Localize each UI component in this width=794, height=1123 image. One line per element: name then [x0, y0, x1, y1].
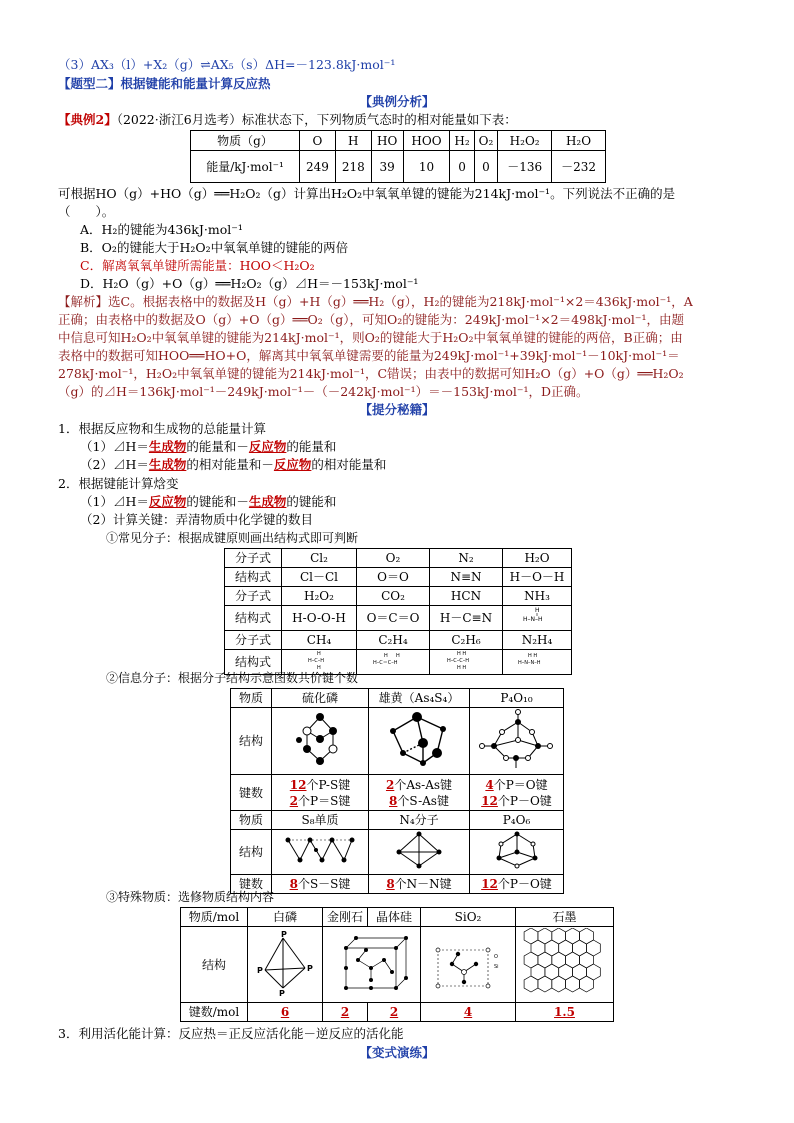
energy-value: 0 [450, 151, 474, 183]
bonds-cell [272, 775, 369, 811]
bond-count: 8 [386, 877, 395, 891]
row-label: 键数 [231, 875, 272, 894]
bond-count: 2 [340, 1005, 350, 1019]
substance-name: 雄黄（As₄S₄） [369, 689, 470, 708]
equation-line: （3）AX₃（l）+X₂（g）⇌AX₅（s）ΔH=－123.8kJ·mol⁻¹ [58, 57, 396, 72]
analysis-line: 中信息可知H₂O₂中氧氧单键的键能为214kJ·mol⁻¹，则O₂的键能大于H₂O₂中氧氧单键的键能的两倍，B正确；由 [58, 330, 683, 345]
energy-species: O [300, 131, 336, 151]
cell: H－C≡N [430, 606, 503, 631]
svg-text:H–N–H: H–N–H [523, 616, 543, 623]
substance-name: 硫化磷 [272, 689, 369, 708]
tip-text: 的能量和 [286, 439, 337, 454]
option-c: C．解离氧氧单键所需能量：HOO＜H₂O₂ [80, 258, 315, 273]
svg-text:H: H [535, 607, 540, 614]
diamond-silicon-structure [323, 927, 421, 1003]
tip-text: （1）⊿H＝ [80, 494, 149, 509]
energy-species: H [335, 131, 371, 151]
blank-answer: 反应物 [273, 457, 312, 472]
white-phosphorus-icon [255, 930, 315, 996]
question-paren: （ ）。 [58, 204, 115, 219]
p4s3-structure-icon [285, 709, 355, 769]
substance-name: P₄O₆ [470, 811, 564, 830]
svg-text:H–N–N–H: H–N–N–H [518, 660, 541, 666]
nh3-structure [503, 606, 572, 631]
energy-table [190, 130, 606, 183]
graphite-hexagon [586, 964, 600, 980]
common-title: ①常见分子：根据成键原则画出结构式即可判断 [106, 531, 359, 545]
as4s4-structure-icon [379, 709, 459, 769]
special-table [180, 907, 614, 1022]
substance-name: 晶体硅 [368, 908, 421, 927]
analysis-line: 正确；由表格中的数据及O（g）+O（g）══O₂（g），可知O₂的键能为：249kJ·mol⁻¹×2＝498kJ·mol⁻¹，由题 [58, 312, 685, 327]
cell: Cl₂ [282, 549, 357, 568]
info-title: ②信息分子：根据分子结构示意图数共价键个数 [106, 671, 359, 685]
tip-text: 的相对能量和－ [186, 457, 274, 472]
bond-text: 个S－S键 [297, 877, 351, 891]
energy-species: H₂O [552, 131, 606, 151]
bonds-cell [421, 1003, 516, 1022]
svg-text:H H: H H [457, 665, 467, 670]
energy-value: 218 [335, 151, 371, 183]
row-label: 物质 [231, 689, 272, 708]
energy-table-header: 物质（g） [191, 131, 300, 151]
tip-text: （2）⊿H＝ [80, 457, 149, 472]
cell: C₂H₆ [430, 631, 503, 650]
row-label: 结构式 [225, 606, 282, 631]
substance-name: 白磷 [248, 908, 323, 927]
tip3: 3．利用活化能计算：反应热＝正反应活化能－逆反应的活化能 [58, 1026, 404, 1041]
cell: N₂ [430, 549, 503, 568]
bond-count: 1.5 [554, 1005, 575, 1019]
bonds-cell [369, 775, 470, 811]
p4o10-structure-icon [472, 708, 562, 770]
svg-text:H: H [384, 653, 388, 659]
svg-text:O: O [494, 953, 498, 960]
row-label: 结构式 [225, 650, 282, 675]
cell: HCN [430, 587, 503, 606]
energy-value: 0 [474, 151, 497, 183]
bonds-cell [248, 1003, 323, 1022]
analysis-line: （g）的⊿H＝136kJ·mol⁻¹－249kJ·mol⁻¹－（－242kJ·mol⁻¹）＝－153kJ·mol⁻¹，D正确。 [58, 384, 589, 399]
bond-text: 个P－O键 [497, 793, 552, 808]
row-label: 分子式 [225, 631, 282, 650]
energy-species: HOO [403, 131, 450, 151]
bond-count: 8 [289, 877, 298, 891]
bond-text: 个S-As键 [397, 793, 449, 808]
row-label: 物质 [231, 811, 272, 830]
svg-text:H: H [317, 665, 321, 670]
cell: O＝C＝O [357, 606, 430, 631]
tip2-a [58, 493, 760, 511]
analysis-header: 【典例分析】 [359, 94, 435, 109]
svg-text:H H: H H [528, 653, 538, 659]
row-label: 键数 [231, 775, 272, 811]
energy-value: 249 [300, 151, 336, 183]
svg-text:P: P [307, 963, 313, 973]
n4-structure [369, 830, 470, 875]
cell: CO₂ [357, 587, 430, 606]
blank-answer: 生成物 [148, 439, 187, 454]
analysis-line: 表格中的数据可知HOO══HO+O，解离其中氧氧单键需要的能量为249kJ·mol⁻¹+39kJ·mol⁻¹－10kJ·mol⁻¹＝ [58, 348, 680, 363]
cell: C₂H₄ [357, 631, 430, 650]
row-label: 键数/mol [181, 1003, 248, 1022]
cell: CH₄ [282, 631, 357, 650]
tip1-b [58, 456, 760, 474]
s8-structure-icon [280, 832, 360, 868]
bonds-cell [470, 775, 564, 811]
bond-count: 8 [389, 793, 398, 808]
blank-answer: 生成物 [148, 457, 187, 472]
bond-count: 2 [289, 793, 299, 808]
molecule-table [224, 548, 572, 675]
blank-answer: 反应物 [248, 439, 287, 454]
bond-text: 个As-As键 [394, 777, 453, 792]
bond-count: 12 [289, 777, 307, 792]
question-text: 可根据HO（g）+HO（g）══H₂O₂（g）计算出H₂O₂中氧氧单键的键能为214kJ·mol⁻¹。下列说法不正确的是 [58, 186, 676, 201]
cell: H₂O₂ [282, 587, 357, 606]
tip2-b: （2）计算关键：弄清物质中化学键的数目 [80, 512, 313, 527]
energy-value: －232 [552, 151, 606, 183]
bonds-cell [323, 1003, 368, 1022]
special-title: ③特殊物质：选修物质结构内容 [106, 890, 275, 904]
substance-name: P₄O₁₀ [470, 689, 564, 708]
p4o6-structure-icon [487, 830, 547, 870]
substance-name: N₄分子 [369, 811, 470, 830]
option-d: D．H₂O（g）+O（g）══H₂O₂（g）⊿H＝－153kJ·mol⁻¹ [80, 276, 419, 291]
bond-count: 4 [485, 777, 494, 792]
bond-count: 12 [481, 793, 498, 808]
tip2-title: 2．根据键能计算焓变 [58, 476, 179, 491]
sio2-structure-icon [428, 930, 508, 996]
info-table [230, 688, 564, 894]
bonds-cell [516, 1003, 614, 1022]
as4s4-structure [369, 708, 470, 775]
graphite-lattice-icon [523, 928, 607, 998]
svg-text:H–C–C–H: H–C–C–H [447, 658, 470, 664]
substance-name: S₈单质 [272, 811, 369, 830]
sio2-structure [421, 927, 516, 1003]
bond-count: 2 [389, 1005, 399, 1019]
nh3-structure-icon [517, 606, 557, 626]
cell: H₂O [503, 549, 572, 568]
energy-species: HO [371, 131, 403, 151]
graphite-structure [516, 927, 614, 1003]
example-label: 【典例2】 [58, 112, 117, 127]
svg-text:H H: H H [457, 651, 467, 657]
graphite-hexagon [551, 976, 565, 992]
blank-answer: 反应物 [148, 494, 187, 509]
example-text: （2022·浙江6月选考）标准状态下，下列物质气态时的相对能量如下表： [116, 112, 517, 127]
p4o10-structure [470, 708, 564, 775]
substance-name: 金刚石 [323, 908, 368, 927]
svg-text:P: P [279, 988, 285, 996]
bond-count: 2 [385, 777, 395, 792]
graphite-hexagon [565, 976, 579, 992]
row-label: 结构 [231, 708, 272, 775]
energy-species: H₂ [450, 131, 474, 151]
energy-value: 39 [371, 151, 403, 183]
row-label: 结构 [231, 830, 272, 875]
bonds-cell [368, 1003, 421, 1022]
s8-structure [272, 830, 369, 875]
svg-text:H: H [317, 651, 321, 657]
tips-header: 【提分秘籍】 [359, 402, 435, 417]
tip-text: 的键能和 [286, 494, 337, 509]
row-label: 分子式 [225, 587, 282, 606]
graphite-hexagon [586, 940, 600, 956]
tip1-title: 1．根据反应物和生成物的总能量计算 [58, 421, 266, 436]
substance-name: SiO₂ [421, 908, 516, 927]
tip-text: 的能量和－ [186, 439, 249, 454]
tip-text: 的键能和－ [186, 494, 249, 509]
energy-value: 10 [403, 151, 450, 183]
bond-count: 6 [280, 1005, 290, 1019]
tip-text: 的相对能量和 [311, 457, 387, 472]
n4-structure-icon [389, 830, 449, 870]
row-label: 结构式 [225, 568, 282, 587]
diamond-lattice-icon [326, 928, 418, 998]
graphite-hexagon [537, 976, 551, 992]
cell: H－O－H [503, 568, 572, 587]
option-a: A．H₂的键能为436kJ·mol⁻¹ [80, 222, 243, 237]
section-title: 【题型二】根据键能和能量计算反应热 [58, 76, 271, 91]
bond-text: 个P＝S键 [298, 793, 351, 808]
graphite-hexagon [579, 976, 593, 992]
analysis-line: 【解析】选C。根据表格中的数据及H（g）+H（g）══H₂（g），H₂的键能为218kJ·mol⁻¹×2＝436kJ·mol⁻¹，A [58, 294, 693, 309]
svg-text:H: H [396, 653, 400, 659]
bond-text: 个P－O键 [497, 877, 552, 891]
bond-text: 个P＝O键 [493, 777, 548, 792]
option-b: B．O₂的键能大于H₂O₂中氧氧单键的键能的两倍 [80, 240, 349, 255]
energy-table-header: 能量/kJ·mol⁻¹ [191, 151, 300, 183]
bond-count: 12 [481, 877, 498, 891]
cell: N₂H₄ [503, 631, 572, 650]
cell: H-O-O-H [282, 606, 357, 631]
row-label: 结构 [181, 927, 248, 1003]
white-phosphorus-structure [248, 927, 323, 1003]
substance-name: 石墨 [516, 908, 614, 927]
practice-header: 【变式演练】 [359, 1045, 435, 1060]
blank-answer: 生成物 [248, 494, 287, 509]
row-label: 分子式 [225, 549, 282, 568]
p4s3-structure [272, 708, 369, 775]
bond-count: 4 [463, 1005, 473, 1019]
svg-text:H–C–H: H–C–H [308, 658, 325, 664]
graphite-hexagon [524, 976, 538, 992]
bond-text: 个P-S键 [306, 777, 351, 792]
energy-value: －136 [498, 151, 552, 183]
cell: O＝O [357, 568, 430, 587]
energy-species: H₂O₂ [498, 131, 552, 151]
svg-text:H–C＝C–H: H–C＝C–H [373, 660, 398, 666]
row-label: 物质/mol [181, 908, 248, 927]
svg-text:Si: Si [494, 963, 499, 970]
cell: Cl－Cl [282, 568, 357, 587]
cell: NH₃ [503, 587, 572, 606]
svg-text:P: P [257, 965, 263, 975]
cell: N≡N [430, 568, 503, 587]
p4o6-structure [470, 830, 564, 875]
cell: O₂ [357, 549, 430, 568]
example-line [58, 111, 738, 129]
analysis-line: 278kJ·mol⁻¹，H₂O₂中氧氧单键的键能为214kJ·mol⁻¹，C错误；由表中的数据可知H₂O（g）+O（g）══H₂O₂ [58, 366, 684, 381]
tip-text: （1）⊿H＝ [80, 439, 149, 454]
tip1-a [58, 438, 760, 456]
bond-text: 个N－N键 [394, 877, 452, 891]
energy-species: O₂ [474, 131, 497, 151]
svg-text:P: P [281, 929, 287, 939]
